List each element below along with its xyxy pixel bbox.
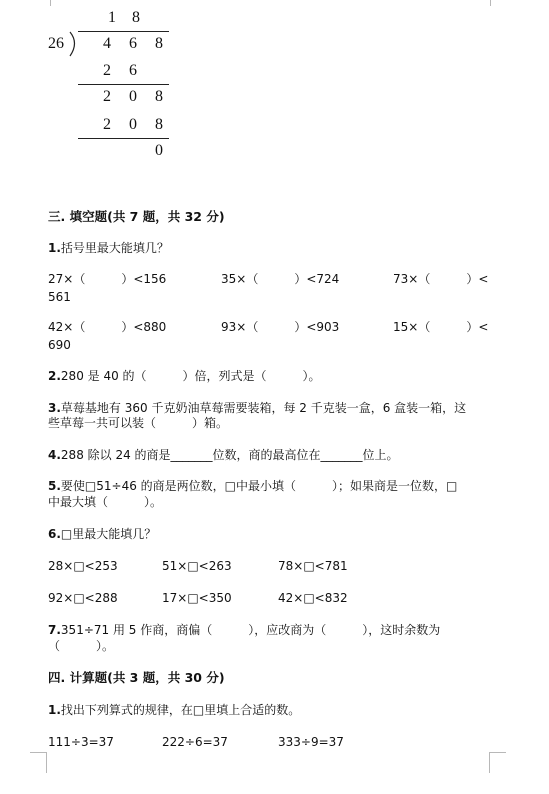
question-4-1: [48, 703, 300, 717]
inequality: 42×□<832: [278, 591, 348, 605]
step-digit: 6: [129, 62, 137, 79]
remainder-digit: 0: [129, 88, 137, 105]
question-3-2: [48, 369, 321, 383]
section-3-title: 三. 填空题(共 7 题，共 32 分): [48, 209, 225, 224]
question-number: 3.: [48, 401, 61, 415]
inequality: 17×□<350: [162, 591, 232, 605]
division-bracket: [68, 31, 80, 57]
dividend-digit: 6: [129, 35, 137, 52]
question-text: 要使□51÷46 的商是两位数，□中最小填（ ）；如果商是一位数，□: [60, 479, 458, 493]
equation: 333÷9=37: [278, 735, 344, 749]
inequality: 28×□<253: [48, 559, 118, 573]
inequality: 27×（ ）<156: [48, 272, 167, 286]
question-text: 括号里最大能填几？: [60, 241, 169, 255]
question-text: 288 除以 24 的商是_______位数，商的最高位在_______位上。: [60, 448, 399, 462]
question-3-4: [48, 448, 399, 462]
quotient-digit: 8: [132, 9, 140, 26]
question-number: 5.: [48, 479, 61, 493]
step-digit: 0: [129, 116, 137, 133]
remainder-digit: 8: [155, 88, 163, 105]
question-text: 找出下列算式的规律，在□里填上合适的数。: [60, 703, 301, 717]
question-3-6: [48, 527, 156, 541]
question-3-1: [48, 241, 169, 255]
inequality: 42×（ ）<880: [48, 320, 167, 334]
inequality: 15×（ ）<: [393, 320, 489, 334]
question-text: 280 是 40 的（ ）倍，列式是（ ）。: [60, 369, 321, 383]
question-text: 草莓基地有 360 千克奶油草莓需要装箱，每 2 千克装一盒，6 盒装一箱，这: [60, 401, 467, 415]
question-text-continued: （ ）。: [48, 639, 115, 653]
inequality: 78×□<781: [278, 559, 348, 573]
question-3-3: [48, 401, 466, 415]
question-3-7: [48, 623, 440, 637]
inequality: 93×（ ）<903: [221, 320, 340, 334]
inequality-wrap: 690: [48, 338, 71, 352]
quotient-digit: 1: [108, 9, 116, 26]
question-3-5: [48, 479, 457, 493]
inequality: 51×□<263: [162, 559, 232, 573]
question-number: 7.: [48, 623, 61, 637]
question-number: 4.: [48, 448, 61, 462]
question-text-continued: 些草莓一共可以装（ ）箱。: [48, 416, 229, 430]
corner-mark-bottom-left: [30, 752, 47, 773]
step-digit: 2: [103, 62, 111, 79]
final-remainder: 0: [155, 142, 163, 159]
corner-mark-top-right: [490, 0, 507, 6]
step-digit: 8: [155, 116, 163, 133]
inequality: 92×□<288: [48, 591, 118, 605]
corner-mark-bottom-right: [489, 752, 506, 773]
equation: 222÷6=37: [162, 735, 228, 749]
division-bar: [78, 31, 169, 32]
step-digit: 2: [103, 116, 111, 133]
inequality-wrap: 561: [48, 290, 71, 304]
section-4-title: 四. 计算题(共 3 题，共 30 分): [48, 670, 225, 685]
divisor: 26: [48, 35, 64, 52]
question-number: 1.: [48, 241, 61, 255]
remainder-digit: 2: [103, 88, 111, 105]
question-number: 2.: [48, 369, 61, 383]
question-text: 351÷71 用 5 作商，商偏（ ），应改商为（ ），这时余数为: [60, 623, 441, 637]
question-number: 1.: [48, 703, 61, 717]
subtraction-line: [78, 84, 169, 85]
subtraction-line: [78, 138, 169, 139]
inequality: 35×（ ）<724: [221, 272, 340, 286]
dividend-digit: 4: [103, 35, 111, 52]
question-number: 6.: [48, 527, 61, 541]
question-text: □里最大能填几？: [60, 527, 157, 541]
corner-mark-top-left: [34, 0, 51, 6]
dividend-digit: 8: [155, 35, 163, 52]
equation: 111÷3=37: [48, 735, 114, 749]
question-text-continued: 中最大填（ ）。: [48, 495, 163, 509]
inequality: 73×（ ）<: [393, 272, 489, 286]
